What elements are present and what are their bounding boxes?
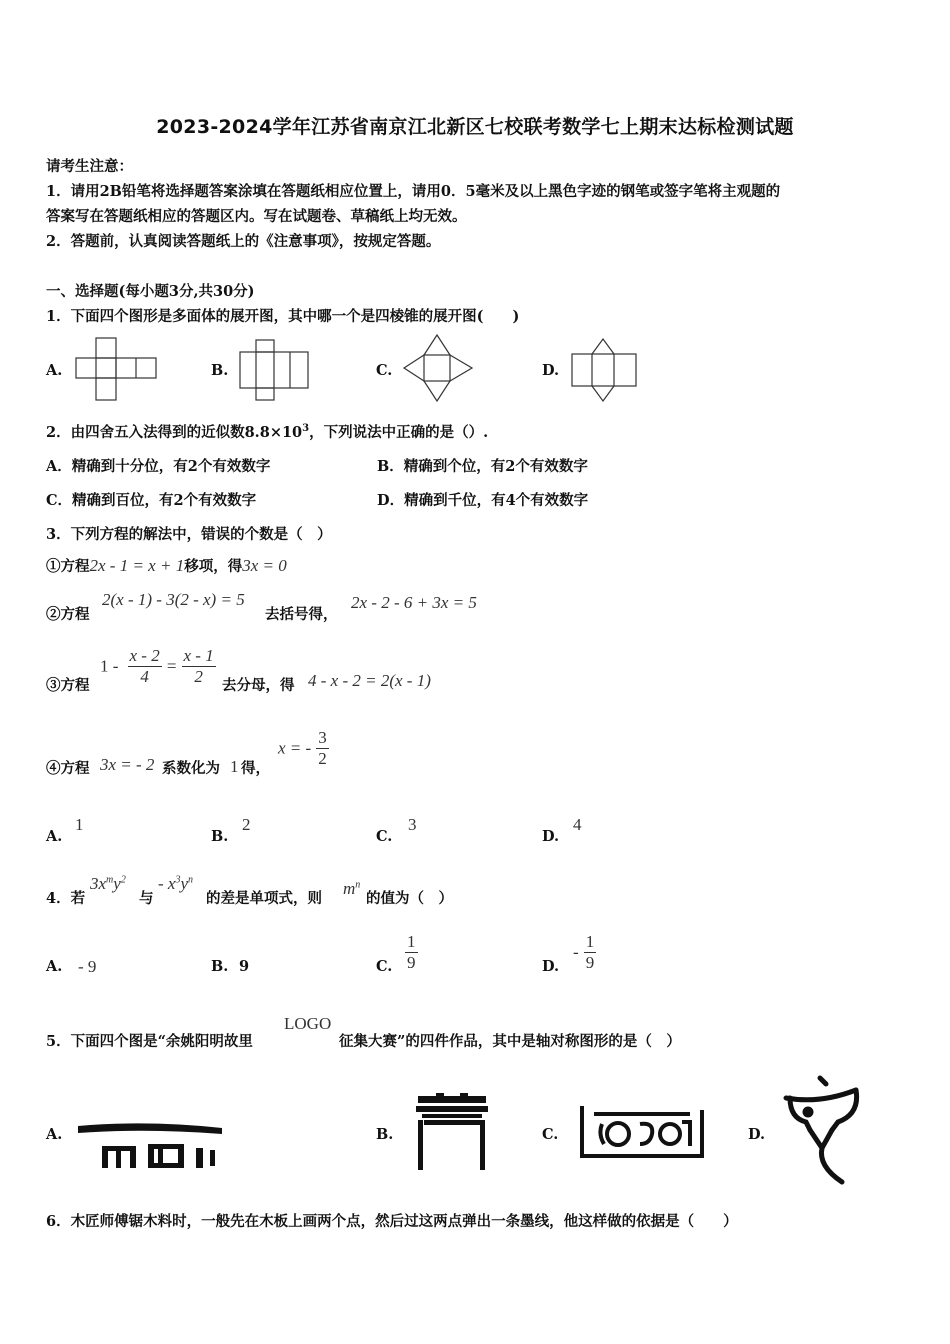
q4-option-b-label: B.	[211, 958, 229, 975]
q4-term-1-exp-m: m	[106, 874, 114, 886]
q1-net-b-figure	[238, 338, 310, 402]
q3-item-3-numerator-2: x - 1	[183, 646, 214, 665]
q1-option-c-label: C.	[376, 362, 393, 379]
q4-option-d-numerator: 1	[585, 932, 595, 951]
q3-item-1-equation: 2x - 1 = x + 1	[89, 556, 185, 575]
q5-option-d-label: D.	[748, 1126, 766, 1143]
q5-option-a-label: A.	[46, 1126, 63, 1143]
q4-option-a-label: A.	[46, 958, 63, 975]
q3-item-4-result	[278, 728, 329, 769]
q5-logo-a-figure	[76, 1120, 226, 1172]
q3-item-3-equation	[100, 646, 216, 687]
q4-option-c-value	[405, 932, 418, 973]
q4-term-3-base: m	[343, 879, 356, 898]
q5-option-c-label: C.	[542, 1126, 559, 1143]
q3-item-3-denominator-1: 4	[140, 667, 149, 686]
notice-line-1: 1．请用2B铅笔将选择题答案涂填在答题纸相应位置上，请用0．5毫米及以上黑色字迹的钢笔或签字笔将主观题的	[46, 183, 781, 200]
q3-item-2-equation: 2(x - 1) - 3(2 - x) = 5	[102, 590, 245, 609]
q3-item-3-fraction-1	[128, 646, 162, 687]
q4-with: 与	[139, 890, 154, 907]
q4-term-1-y: y	[113, 874, 121, 893]
q5-logo-b-figure	[414, 1090, 490, 1172]
q5-option-b-label: B.	[376, 1126, 394, 1143]
q1-net-c-figure	[402, 333, 474, 403]
q4-term-3	[343, 879, 360, 899]
q4-option-d-label: D.	[542, 958, 560, 975]
q5-stem-suffix: 征集大赛”的四件作品，其中是轴对称图形的是（ ）	[339, 1033, 681, 1050]
q4-suffix: 的值为（ ）	[366, 890, 453, 907]
q3-item-1	[46, 555, 287, 576]
q2-option-d: D．精确到千位，有4个有效数字	[377, 492, 589, 509]
q3-item-4-equation: 3x = - 2	[100, 755, 155, 774]
q4-option-d-sign: -	[573, 942, 579, 962]
q3-item-2-prefix: ②方程	[46, 606, 90, 623]
q1-option-b-label: B.	[211, 362, 229, 379]
q3-item-4-lhs: x = -	[278, 738, 312, 758]
q3-item-4-step-end: 得，	[241, 760, 270, 777]
section-heading: 一、选择题(每小题3分,共30分)	[46, 283, 255, 300]
q3-option-a-label: A.	[46, 828, 63, 845]
q4-option-d-value	[573, 932, 596, 973]
q3-item-3-one: 1 -	[100, 656, 119, 676]
page-title: 2023-2024学年江苏省南京江北新区七校联考数学七上期末达标检测试题	[156, 116, 794, 138]
q4-option-a-value: - 9	[78, 957, 97, 976]
q6-stem: 6．木匠师傅锯木料时，一般先在木板上画两个点，然后过这两点弹出一条墨线，他这样做的依据是（ ）	[46, 1213, 738, 1230]
q3-option-a-value: 1	[75, 815, 84, 834]
q4-option-c-label: C.	[376, 958, 393, 975]
q1-net-a-figure	[74, 336, 158, 402]
q2-stem-b: ，下列说法中正确的是（）.	[309, 424, 489, 441]
q3-item-4-one: 1	[230, 757, 239, 776]
q3-item-4-prefix: ④方程	[46, 760, 90, 777]
q4-option-d-denominator: 9	[585, 953, 595, 972]
notice-line-2: 2．答题前，认真阅读答题纸上的《注意事项》，按规定答题。	[46, 233, 441, 250]
q4-option-c-fraction	[405, 932, 418, 973]
q4-option-c-numerator: 1	[407, 932, 416, 951]
q4-term-2-y: y	[180, 874, 189, 893]
q3-stem: 3．下列方程的解法中，错误的个数是（ ）	[46, 526, 332, 543]
q3-item-3-numerator-1: x - 2	[129, 646, 160, 665]
q3-option-b-label: B.	[211, 828, 229, 845]
q1-net-d-figure	[568, 336, 640, 404]
q4-option-c-denominator: 9	[407, 953, 416, 972]
q4-prefix: 4．若	[46, 890, 86, 907]
q4-term-2-coef: - x	[158, 874, 176, 893]
q4-term-2	[158, 874, 193, 894]
q3-option-b-value: 2	[242, 815, 251, 834]
q5-logo-c-figure	[574, 1100, 710, 1168]
q3-item-1-result: 3x = 0	[242, 556, 287, 575]
q3-item-1-prefix: ①方程	[46, 558, 90, 575]
q4-term-3-exp: n	[355, 879, 361, 891]
q3-item-3-denominator-2: 2	[194, 667, 203, 686]
q2-option-a: A．精确到十分位，有2个有效数字	[46, 458, 271, 475]
q1-stem: 1．下面四个图形是多面体的展开图，其中哪一个是四棱锥的展开图( )	[46, 308, 520, 325]
q3-item-2-step: 去括号得，	[265, 606, 338, 623]
q4-option-b-value: 9	[239, 958, 250, 975]
q4-term-2-exp-n: n	[188, 874, 194, 886]
q4-term-1-coef: 3x	[90, 874, 107, 893]
q4-middle-text: 的差是单项式，则	[206, 890, 322, 907]
q4-term-1-exp-2: 2	[120, 874, 126, 886]
q3-item-4-step: 系数化为	[162, 760, 220, 777]
q3-item-3-equals: =	[166, 656, 177, 676]
q4-option-d-fraction	[584, 932, 597, 973]
q4-term-2-exp-3: 3	[175, 874, 181, 886]
notice-line-1b: 答案写在答题纸相应的答题区内。写在试题卷、草稿纸上均无效。	[46, 208, 467, 225]
q3-option-d-value: 4	[573, 815, 582, 834]
q4-term-1	[90, 874, 126, 894]
q3-item-4-numerator: 3	[318, 728, 327, 747]
q3-item-3-prefix: ③方程	[46, 677, 90, 694]
q2-option-b: B．精确到个位，有2个有效数字	[377, 458, 588, 475]
q1-option-a-label: A.	[46, 362, 63, 379]
q1-option-d-label: D.	[542, 362, 560, 379]
q5-stem-prefix: 5．下面四个图是“余姚阳明故里	[46, 1033, 253, 1050]
q3-item-3-fraction-2	[182, 646, 216, 687]
q2-stem	[46, 421, 488, 442]
q3-item-4-denominator: 2	[318, 749, 327, 768]
q3-item-1-step: 移项，得	[184, 558, 243, 575]
q3-item-4-fraction	[316, 728, 329, 769]
notice-heading: 请考生注意：	[46, 158, 133, 175]
q2-stem-exponent: 3	[302, 423, 310, 435]
q3-item-3-step: 去分母，得	[222, 677, 295, 694]
q2-stem-a: 2．由四舍五入法得到的近似数8.8×10	[46, 424, 303, 441]
q3-option-c-value: 3	[408, 815, 417, 834]
q2-option-c: C．精确到百位，有2个有效数字	[46, 492, 257, 509]
q3-option-c-label: C.	[376, 828, 393, 845]
q3-item-2-result: 2x - 2 - 6 + 3x = 5	[351, 593, 477, 612]
q5-logo-d-figure	[780, 1074, 862, 1186]
q5-logo-word: LOGO	[284, 1014, 332, 1033]
q3-item-3-result: 4 - x - 2 = 2(x - 1)	[308, 671, 431, 690]
q3-option-d-label: D.	[542, 828, 560, 845]
